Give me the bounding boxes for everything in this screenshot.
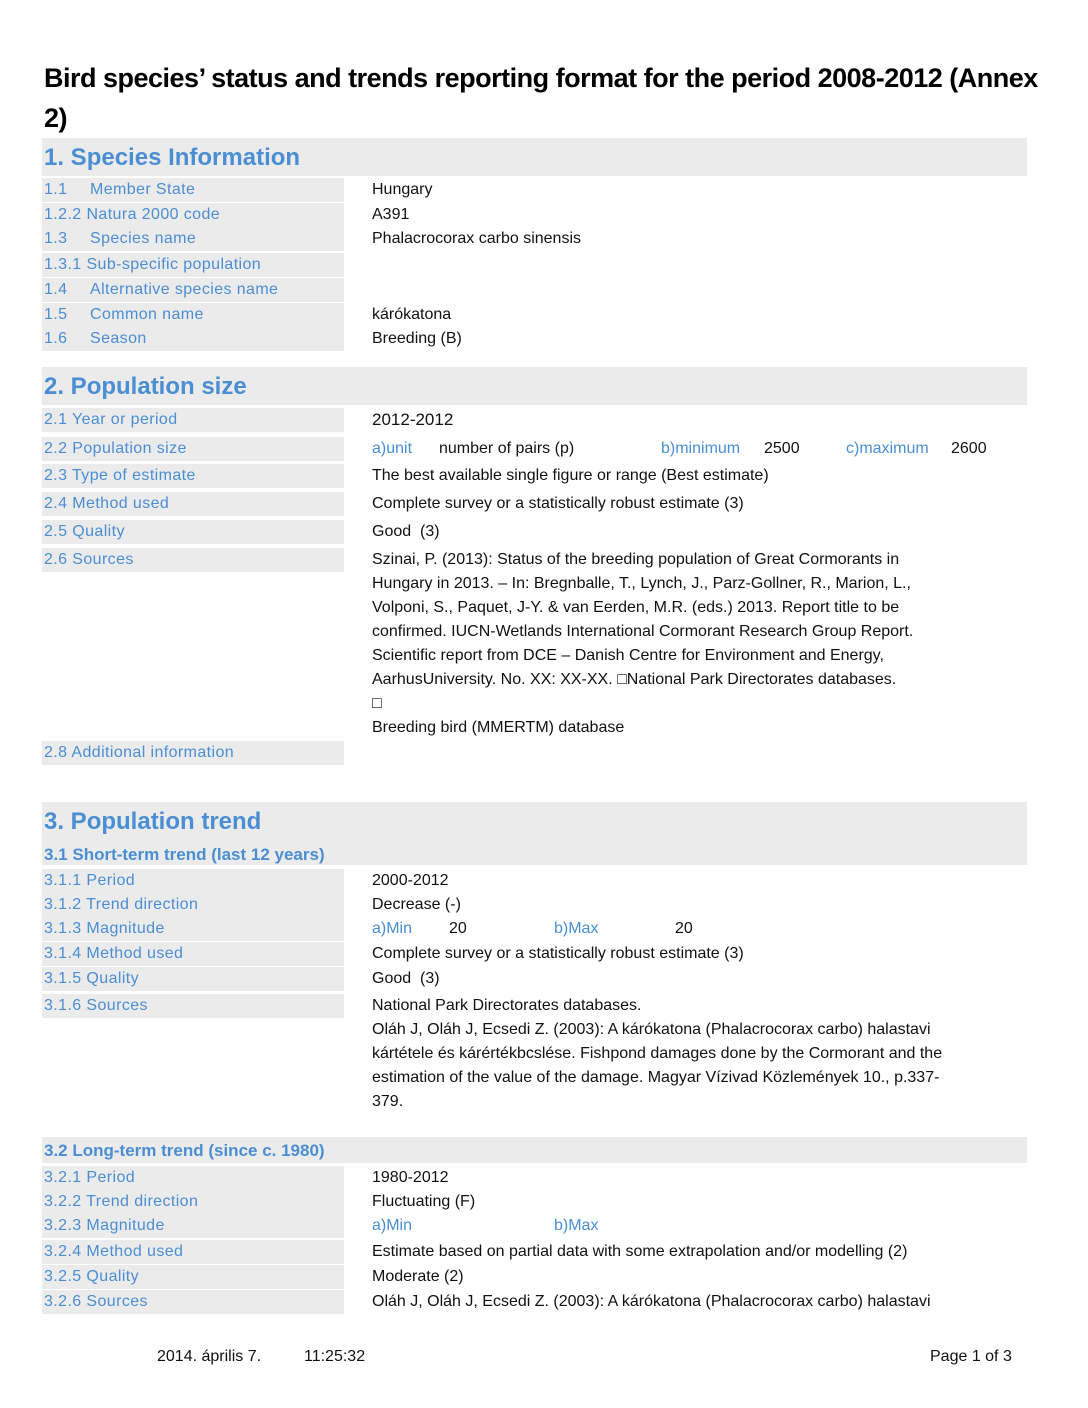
source-line: Hungary in 2013. – In: Bregnballe, T., Lynch, J., Parz-Gollner, R., Marion, L., (372, 575, 911, 592)
source-line: Szinai, P. (2013): Status of the breeding population of Great Cormorants in (372, 551, 900, 568)
field-label-method-used: 2.4 Method used (42, 492, 344, 516)
field-label-species-name: 1.3 Species name (42, 227, 344, 251)
unit-key: a)unit (372, 440, 413, 457)
source-line: kártétele és kárértékbcslése. Fishpond damages done by the Cormorant and the (372, 1045, 943, 1062)
field-value-year: 2012-2012 (372, 410, 454, 429)
field-value-short-trend-direction: Decrease (-) (372, 896, 461, 913)
source-line: Breeding bird (MMERTM) database (372, 719, 625, 736)
footer-page-number: Page 1 of 3 (930, 1348, 1012, 1365)
field-label-additional-information: 2.8 Additional information (42, 741, 344, 765)
source-line: National Park Directorates databases. (372, 997, 642, 1014)
field-value-sources (372, 548, 1022, 740)
subsection-header-long-term (42, 1137, 1027, 1163)
section-title: 1. Species Information (44, 144, 301, 171)
field-value-short-method-used: Complete survey or a statistically robust estimate (3) (372, 945, 744, 962)
field-label-long-method-used: 3.2.4 Method used (42, 1240, 344, 1264)
field-label-long-sources: 3.2.6 Sources (42, 1290, 344, 1314)
field-label-short-trend-direction: 3.1.2 Trend direction (42, 893, 344, 917)
field-value-method-used: Complete survey or a statistically robust estimate (3) (372, 495, 744, 512)
maximum-key: c)maximum (846, 440, 929, 457)
field-label-sources: 2.6 Sources (42, 548, 344, 572)
field-label-quality: 2.5 Quality (42, 520, 344, 544)
min-value: 20 (449, 920, 467, 937)
field-label-member-state: 1.1 Member State (42, 178, 344, 202)
field-value-quality: Good (3) (372, 523, 440, 540)
field-value-population-size (372, 437, 1022, 461)
field-value-species-name: Phalacrocorax carbo sinensis (372, 230, 581, 247)
field-label-long-quality: 3.2.5 Quality (42, 1265, 344, 1289)
field-label-population-size: 2.2 Population size (42, 437, 344, 461)
source-line: confirmed. IUCN-Wetlands International Cormorant Research Group Report. (372, 623, 914, 640)
field-value-long-method-used: Estimate based on partial data with some extrapolation and/or modelling (2) (372, 1243, 908, 1260)
field-label-common-name: 1.5 Common name (42, 303, 344, 327)
source-line: Scientific report from DCE – Danish Centre for Environment and Energy, (372, 647, 884, 664)
field-value-long-trend-direction: Fluctuating (F) (372, 1193, 476, 1210)
field-label-year: 2.1 Year or period (42, 408, 344, 432)
section-title: 3. Population trend (44, 808, 262, 835)
min-key: a)Min (372, 1217, 413, 1234)
max-key: b)Max (554, 1217, 599, 1234)
field-label-short-method-used: 3.1.4 Method used (42, 942, 344, 966)
footer-date: 2014. április 7. (157, 1348, 262, 1365)
field-label-alternative-species-name: 1.4 Alternative species name (42, 278, 344, 302)
field-value-long-sources: Oláh J, Oláh J, Ecsedi Z. (2003): A kárókatona (Phalacrocorax carbo) halastavi (372, 1293, 931, 1310)
field-label-natura-code: 1.2.2 Natura 2000 code (42, 203, 344, 227)
field-value-natura-code: A391 (372, 206, 410, 223)
field-label-type-of-estimate: 2.3 Type of estimate (42, 464, 344, 488)
source-line: AarhusUniversity. No. XX: XX-XX. □National Park Directorates databases. (372, 671, 897, 688)
field-value-long-period: 1980-2012 (372, 1169, 449, 1186)
section-header-population-trend (42, 802, 1027, 865)
field-label-short-period: 3.1.1 Period (42, 869, 344, 893)
document-title: Bird species’ status and trends reporting format for the period 2008-2012 (Annex 2) (44, 63, 1038, 133)
unit-value: number of pairs (p) (439, 440, 575, 457)
minimum-value: 2500 (764, 440, 800, 457)
subsection-title-short-term: 3.1 Short-term trend (last 12 years) (44, 845, 325, 864)
field-label-long-period: 3.2.1 Period (42, 1166, 344, 1190)
source-line: estimation of the value of the damage. Magyar Vízivad Közlemények 10., p.337- (372, 1069, 940, 1086)
section-header-population-size (42, 367, 1027, 405)
subsection-title-long-term: 3.2 Long-term trend (since c. 1980) (44, 1141, 325, 1160)
maximum-value: 2600 (951, 440, 987, 457)
field-label-short-sources: 3.1.6 Sources (42, 994, 344, 1018)
field-value-short-quality: Good (3) (372, 970, 440, 987)
source-line: 379. (372, 1093, 404, 1110)
max-value: 20 (675, 920, 693, 937)
field-value-long-quality: Moderate (2) (372, 1268, 464, 1285)
field-label-sub-specific-population: 1.3.1 Sub-specific population (42, 253, 344, 277)
footer-time: 11:25:32 (304, 1348, 366, 1365)
field-value-short-magnitude (372, 917, 1022, 941)
field-value-short-period: 2000-2012 (372, 872, 449, 889)
field-label-short-quality: 3.1.5 Quality (42, 967, 344, 991)
field-value-member-state: Hungary (372, 181, 433, 198)
field-label-season: 1.6 Season (42, 327, 344, 351)
max-key: b)Max (554, 920, 599, 937)
field-label-short-magnitude: 3.1.3 Magnitude (42, 917, 344, 941)
field-value-long-magnitude (372, 1214, 1022, 1238)
source-line: □ (372, 695, 382, 712)
field-value-short-sources (372, 994, 1022, 1114)
field-value-season: Breeding (B) (372, 330, 462, 347)
section-header-species-information (42, 138, 1027, 176)
field-value-type-of-estimate: The best available single figure or range (Best estimate) (372, 467, 769, 484)
field-label-long-trend-direction: 3.2.2 Trend direction (42, 1190, 344, 1214)
source-line: Volponi, S., Paquet, J-Y. & van Eerden, M.R. (eds.) 2013. Report title to be (372, 599, 900, 616)
section-title: 2. Population size (44, 373, 247, 400)
field-value-common-name: kárókatona (372, 306, 452, 323)
source-line: Oláh J, Oláh J, Ecsedi Z. (2003): A kárókatona (Phalacrocorax carbo) halastavi (372, 1021, 931, 1038)
minimum-key: b)minimum (661, 440, 741, 457)
min-key: a)Min (372, 920, 413, 937)
field-label-long-magnitude: 3.2.3 Magnitude (42, 1214, 344, 1238)
